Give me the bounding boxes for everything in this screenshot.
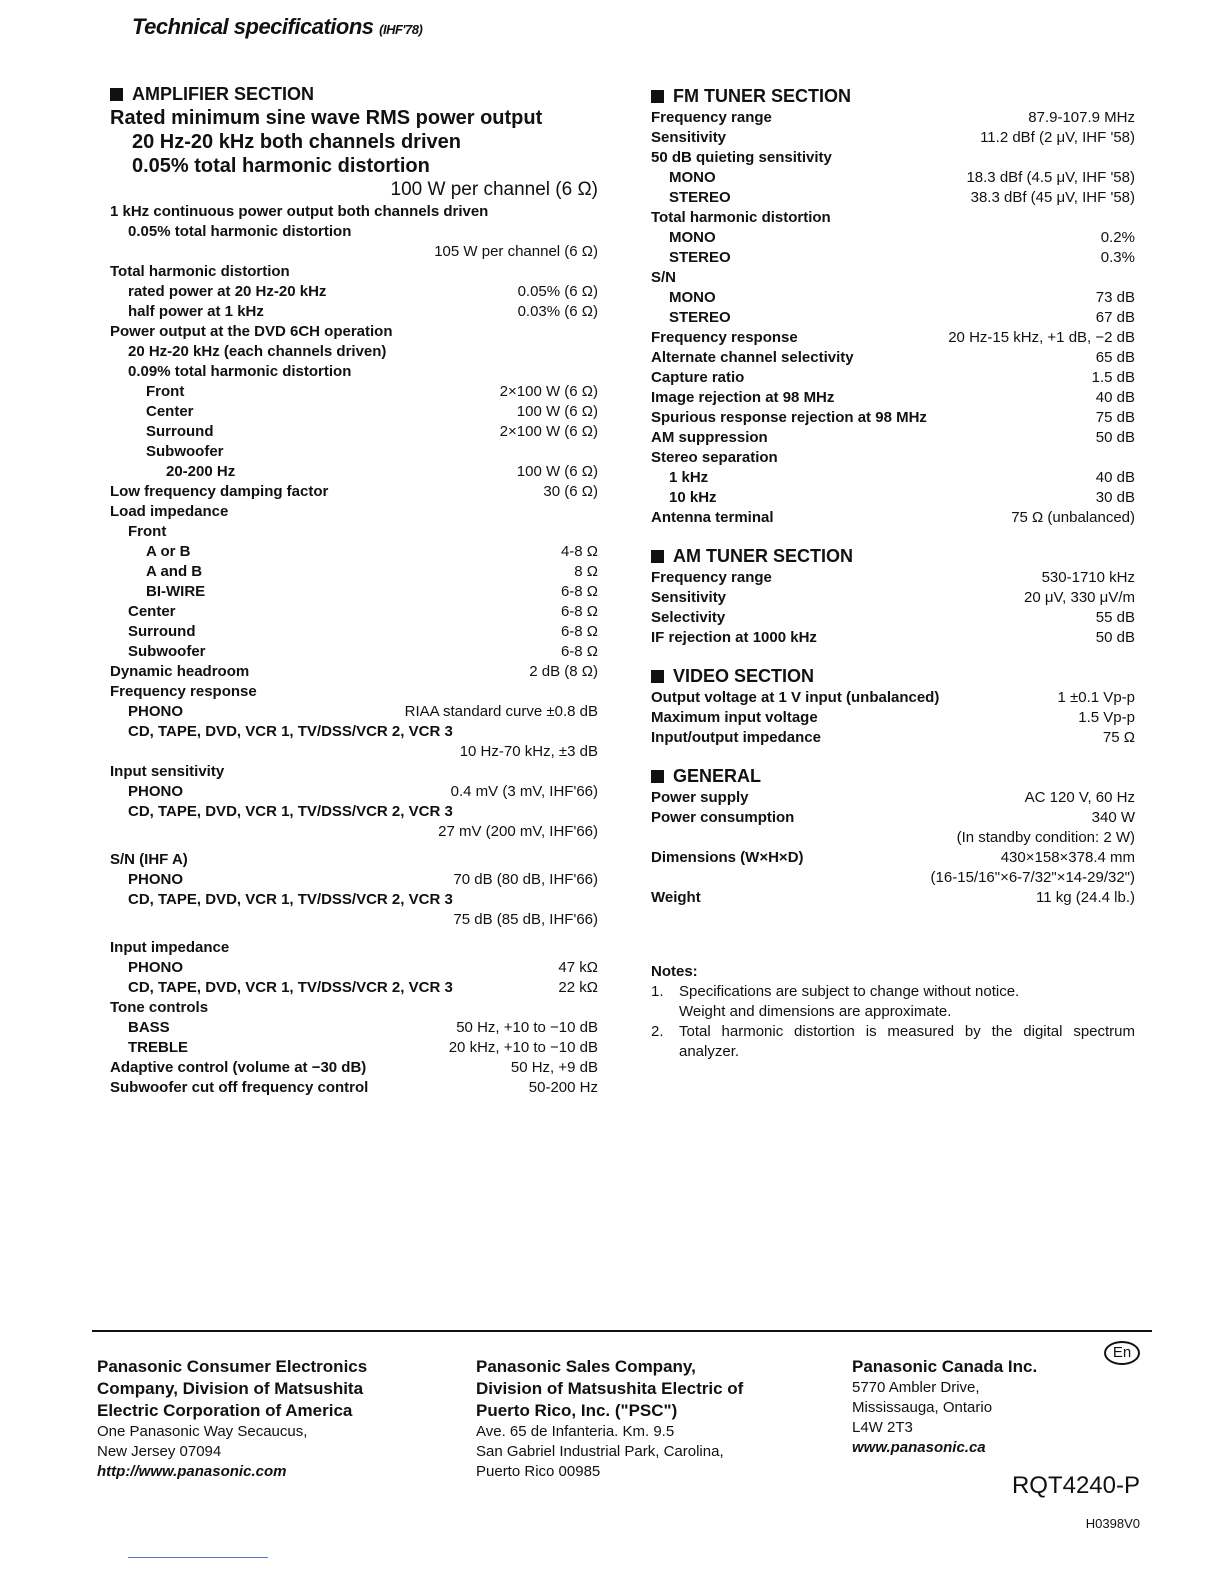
spec-label: 1 kHz <box>669 469 709 486</box>
spec-value: 55 dB <box>1095 609 1135 626</box>
spec-label: STEREO <box>669 309 731 326</box>
spec-value: 11.2 dBf (2 μV, IHF '58) <box>980 129 1135 146</box>
spec-label: CD, TAPE, DVD, VCR 1, TV/DSS/VCR 2, VCR 3 <box>128 891 453 908</box>
spec-value: 27 mV (200 mV, IHF'66) <box>438 823 598 840</box>
spec-row <box>651 448 1135 468</box>
spec-label: 0.05% total harmonic distortion <box>128 223 352 240</box>
spec-value: 50-200 Hz <box>528 1079 598 1096</box>
spec-row <box>651 848 1135 868</box>
page-title <box>132 14 422 40</box>
spec-label: Center <box>146 403 194 420</box>
spec-label: Dimensions (W×H×D) <box>651 849 804 866</box>
spec-label: Frequency response <box>651 329 798 346</box>
spec-label: Input sensitivity <box>110 763 225 780</box>
spec-value: 75 Ω <box>1102 729 1135 746</box>
footer-usa <box>97 1356 367 1482</box>
model-number: RQT4240-P <box>1011 1472 1140 1499</box>
spec-value: 30 dB <box>1095 489 1135 506</box>
spec-row <box>110 742 598 762</box>
spec-row <box>110 302 598 322</box>
spec-row <box>110 502 598 522</box>
bullet-square-icon <box>651 90 664 103</box>
spec-label: A or B <box>146 543 191 560</box>
spec-value: 340 W <box>1091 809 1135 826</box>
address-line: Puerto Rico 00985 <box>476 1463 601 1480</box>
company-name: Panasonic Consumer Electronics <box>97 1357 368 1376</box>
footer-canada <box>852 1356 1037 1458</box>
spec-label: Front <box>146 383 185 400</box>
spec-row <box>110 282 598 302</box>
spec-label: Stereo separation <box>651 449 778 466</box>
spec-label: Subwoofer <box>128 643 206 660</box>
fm-spec-list <box>651 108 1135 528</box>
spec-value: 4-8 Ω <box>560 543 598 560</box>
general-spec-list <box>651 788 1135 908</box>
general-heading: GENERAL <box>651 764 1135 788</box>
spec-row <box>110 782 598 802</box>
spec-value: 50 Hz, +10 to −10 dB <box>456 1019 598 1036</box>
spec-label: Output voltage at 1 V input (unbalanced) <box>651 689 940 706</box>
spec-label: Center <box>128 603 176 620</box>
spec-label: Antenna terminal <box>651 509 774 526</box>
spec-row <box>110 602 598 622</box>
spec-row <box>110 342 598 362</box>
spec-row <box>651 188 1135 208</box>
spec-row <box>110 910 598 930</box>
note-item <box>651 982 1135 1002</box>
spec-row <box>651 868 1135 888</box>
spec-label: IF rejection at 1000 kHz <box>651 629 817 646</box>
spec-label: Selectivity <box>651 609 726 626</box>
spec-row <box>110 762 598 782</box>
spec-row <box>651 408 1135 428</box>
spec-row <box>110 1018 598 1038</box>
spec-label: TREBLE <box>128 1039 188 1056</box>
spec-row <box>651 608 1135 628</box>
spec-value: 0.4 mV (3 mV, IHF'66) <box>450 783 598 800</box>
rated-value: 100 W per channel (6 Ω) <box>390 179 598 200</box>
spec-row <box>651 788 1135 808</box>
amplifier-spec-list <box>110 202 598 1098</box>
spec-row <box>651 588 1135 608</box>
spec-label: Image rejection at 98 MHz <box>651 389 835 406</box>
spec-label: BI-WIRE <box>146 583 206 600</box>
company-name: Puerto Rico, Inc. ("PSC") <box>476 1401 678 1420</box>
rated-line: 20 Hz-20 kHz both channels driven <box>132 131 461 153</box>
spec-value: 0.05% (6 Ω) <box>517 283 598 300</box>
amplifier-column <box>110 82 598 1098</box>
website-link[interactable]: www.panasonic.ca <box>852 1439 986 1456</box>
spec-value: 530-1710 kHz <box>1041 569 1135 586</box>
note-item <box>651 1002 1135 1022</box>
spec-row <box>110 382 598 402</box>
spec-label: S/N (IHF A) <box>110 851 188 868</box>
bullet-square-icon <box>651 770 664 783</box>
spec-label: rated power at 20 Hz-20 kHz <box>128 283 327 300</box>
spec-label: Subwoofer cut off frequency control <box>110 1079 369 1096</box>
address-line: San Gabriel Industrial Park, Carolina, <box>476 1443 724 1460</box>
spec-value: (16-15/16"×6-7/32"×14-29/32") <box>930 869 1135 886</box>
spec-label: Total harmonic distortion <box>110 263 290 280</box>
spec-value: 22 kΩ <box>558 979 598 996</box>
spec-value: 100 W (6 Ω) <box>516 463 598 480</box>
note-text: Total harmonic distortion is measured by the digital spectrum analyzer. <box>679 1023 1135 1060</box>
spec-row <box>110 362 598 382</box>
spec-label: CD, TAPE, DVD, VCR 1, TV/DSS/VCR 2, VCR 3 <box>128 803 453 820</box>
spec-label: 10 kHz <box>669 489 717 506</box>
spec-value: (In standby condition: 2 W) <box>956 829 1135 846</box>
spec-row <box>651 168 1135 188</box>
note-number: 1. <box>651 983 664 1000</box>
spec-value: AC 120 V, 60 Hz <box>1024 789 1135 806</box>
spec-label: PHONO <box>128 783 184 800</box>
bullet-square-icon <box>110 88 123 101</box>
am-spec-list <box>651 568 1135 648</box>
company-name: Panasonic Sales Company, <box>476 1357 696 1376</box>
spec-label: half power at 1 kHz <box>128 303 264 320</box>
company-name: Company, Division of Matsushita <box>97 1379 364 1398</box>
spec-value: 20 μV, 330 μV/m <box>1024 589 1135 606</box>
spec-row <box>651 308 1135 328</box>
company-name: Division of Matsushita Electric of <box>476 1379 744 1398</box>
spec-row <box>651 288 1135 308</box>
spec-label: 0.09% total harmonic distortion <box>128 363 352 380</box>
spec-value: 6-8 Ω <box>560 643 598 660</box>
am-heading: AM TUNER SECTION <box>651 544 1135 568</box>
spec-row <box>110 202 598 222</box>
spec-row <box>651 508 1135 528</box>
spec-label: Frequency range <box>651 109 772 126</box>
spec-row <box>110 482 598 502</box>
spec-label: 1 kHz continuous power output both channels driven <box>110 203 489 220</box>
spec-label: Total harmonic distortion <box>651 209 831 226</box>
spec-value: 65 dB <box>1095 349 1135 366</box>
bullet-square-icon <box>651 670 664 683</box>
spec-row <box>651 728 1135 748</box>
note-number: 2. <box>651 1023 664 1040</box>
spec-value: 75 Ω (unbalanced) <box>1011 509 1135 526</box>
company-name: Panasonic Canada Inc. <box>852 1357 1038 1376</box>
spec-label: STEREO <box>669 249 731 266</box>
spec-row <box>651 628 1135 648</box>
spec-row <box>651 888 1135 908</box>
spec-row <box>651 128 1135 148</box>
spec-row <box>651 368 1135 388</box>
footer-divider <box>92 1330 1152 1332</box>
print-code: H0398V0 <box>1085 1516 1140 1531</box>
spec-label: AM suppression <box>651 429 768 446</box>
spec-value: 38.3 dBf (45 μV, IHF '58) <box>970 189 1135 206</box>
spec-row <box>110 582 598 602</box>
spec-row <box>110 890 598 910</box>
spec-label: A and B <box>146 563 203 580</box>
spec-label: Power consumption <box>651 809 795 826</box>
spec-value: 0.2% <box>1100 229 1135 246</box>
spec-value: 40 dB <box>1095 469 1135 486</box>
spec-value: 50 dB <box>1095 629 1135 646</box>
spec-value: 75 dB <box>1095 409 1135 426</box>
spec-row <box>110 870 598 890</box>
spec-row <box>110 822 598 842</box>
spec-label: Surround <box>146 423 214 440</box>
spec-row <box>110 802 598 822</box>
spec-label: S/N <box>651 269 677 286</box>
spec-row <box>110 462 598 482</box>
spec-value: 6-8 Ω <box>560 603 598 620</box>
spec-label: Frequency range <box>651 569 772 586</box>
spec-value: 2 dB (8 Ω) <box>529 663 598 680</box>
spec-value: 18.3 dBf (4.5 μV, IHF '58) <box>966 169 1135 186</box>
spec-row <box>110 542 598 562</box>
spec-value: 2×100 W (6 Ω) <box>499 423 598 440</box>
spec-value: 67 dB <box>1095 309 1135 326</box>
spec-label: Surround <box>128 623 196 640</box>
spec-row <box>651 428 1135 448</box>
address-line: One Panasonic Way Secaucus, <box>97 1423 308 1440</box>
spec-row <box>651 568 1135 588</box>
video-spec-list <box>651 688 1135 748</box>
spec-row <box>110 958 598 978</box>
spec-label: Tone controls <box>110 999 209 1016</box>
spec-value: 6-8 Ω <box>560 583 598 600</box>
address-line: L4W 2T3 <box>852 1419 913 1436</box>
spec-label: Power output at the DVD 6CH operation <box>110 323 393 340</box>
spec-value: 11 kg (24.4 lb.) <box>1036 889 1135 906</box>
spec-label: STEREO <box>669 189 731 206</box>
title-standard: (IHF'78) <box>379 22 423 37</box>
spec-row <box>651 468 1135 488</box>
spec-value: 1 ±0.1 Vp-p <box>1057 689 1135 706</box>
spec-label: CD, TAPE, DVD, VCR 1, TV/DSS/VCR 2, VCR 3 <box>128 979 453 996</box>
spec-row <box>110 702 598 722</box>
rated-line: 0.05% total harmonic distortion <box>132 155 430 177</box>
company-name: Electric Corporation of America <box>97 1401 353 1420</box>
spec-label: PHONO <box>128 703 184 720</box>
spec-row <box>110 422 598 442</box>
spec-label: MONO <box>669 169 716 186</box>
spec-label: Power supply <box>651 789 749 806</box>
notes-list <box>651 982 1135 1062</box>
spec-label: PHONO <box>128 871 184 888</box>
spec-value: RIAA standard curve ±0.8 dB <box>404 703 598 720</box>
spec-label: PHONO <box>128 959 184 976</box>
spec-row <box>110 442 598 462</box>
spec-value: 30 (6 Ω) <box>543 483 598 500</box>
bullet-square-icon <box>651 550 664 563</box>
amplifier-heading: AMPLIFIER SECTION <box>110 82 598 106</box>
spec-row <box>110 622 598 642</box>
spec-label: Alternate channel selectivity <box>651 349 854 366</box>
spec-row <box>651 708 1135 728</box>
spec-row <box>110 722 598 742</box>
spec-value: 1.5 Vp-p <box>1078 709 1135 726</box>
spec-label: BASS <box>128 1019 170 1036</box>
website-link[interactable]: http://www.panasonic.com <box>97 1463 287 1480</box>
spec-label: 50 dB quieting sensitivity <box>651 149 832 166</box>
spec-value: 73 dB <box>1095 289 1135 306</box>
spec-label: Weight <box>651 889 701 906</box>
spec-value: 8 Ω <box>574 563 598 580</box>
spec-value: 20 Hz-15 kHz, +1 dB, −2 dB <box>948 329 1135 346</box>
spec-row <box>110 1038 598 1058</box>
spec-value: 6-8 Ω <box>560 623 598 640</box>
note-text: Specifications are subject to change without notice. <box>679 983 1020 1000</box>
spec-label: Adaptive control (volume at −30 dB) <box>110 1059 367 1076</box>
address-line: 5770 Ambler Drive, <box>852 1379 980 1396</box>
spec-value: 10 Hz-70 kHz, ±3 dB <box>459 743 598 760</box>
spec-label: Maximum input voltage <box>651 709 818 726</box>
note-number <box>651 1002 679 1022</box>
spec-label: Capture ratio <box>651 369 745 386</box>
spec-value: 105 W per channel (6 Ω) <box>434 243 598 260</box>
spec-value: 70 dB (80 dB, IHF'66) <box>453 871 598 888</box>
spec-label: MONO <box>669 289 716 306</box>
note-item <box>651 1022 1135 1062</box>
spec-row <box>110 998 598 1018</box>
address-line: Ave. 65 de Infanteria. Km. 9.5 <box>476 1423 675 1440</box>
spec-row <box>651 148 1135 168</box>
spec-row <box>651 388 1135 408</box>
spec-row <box>110 662 598 682</box>
spec-row <box>651 688 1135 708</box>
spec-row <box>651 488 1135 508</box>
spec-label: Spurious response rejection at 98 MHz <box>651 409 927 426</box>
spec-value: 430×158×378.4 mm <box>1000 849 1135 866</box>
spec-row <box>110 642 598 662</box>
spec-label: 20-200 Hz <box>166 463 236 480</box>
spec-row <box>110 850 598 870</box>
rated-line: Rated minimum sine wave RMS power output <box>110 107 543 129</box>
spec-value: 100 W (6 Ω) <box>516 403 598 420</box>
spec-value: 87.9-107.9 MHz <box>1028 109 1135 126</box>
spec-row <box>110 682 598 702</box>
spec-row <box>110 322 598 342</box>
note-text: Weight and dimensions are approximate. <box>679 1003 952 1020</box>
spec-value: 47 kΩ <box>558 959 598 976</box>
spec-row <box>110 222 598 242</box>
spec-value: 1.5 dB <box>1091 369 1135 386</box>
spec-label: Dynamic headroom <box>110 663 250 680</box>
spec-row <box>651 208 1135 228</box>
spec-row <box>651 108 1135 128</box>
spec-row <box>651 828 1135 848</box>
spec-row <box>110 1078 598 1098</box>
spec-label: Sensitivity <box>651 129 727 146</box>
video-heading: VIDEO SECTION <box>651 664 1135 688</box>
spec-row <box>110 938 598 958</box>
spec-row <box>110 562 598 582</box>
spec-row <box>651 348 1135 368</box>
spec-row <box>110 262 598 282</box>
spec-row <box>110 1058 598 1078</box>
spec-value: 40 dB <box>1095 389 1135 406</box>
spec-label: Sensitivity <box>651 589 727 606</box>
address-line: New Jersey 07094 <box>97 1443 222 1460</box>
notes-heading: Notes: <box>651 963 698 980</box>
spec-label: CD, TAPE, DVD, VCR 1, TV/DSS/VCR 2, VCR 3 <box>128 723 453 740</box>
spec-value: 75 dB (85 dB, IHF'66) <box>453 911 598 928</box>
spec-row <box>651 228 1135 248</box>
spec-label: 20 Hz-20 kHz (each channels driven) <box>128 343 387 360</box>
spec-value: 50 dB <box>1095 429 1135 446</box>
spec-value: 0.03% (6 Ω) <box>517 303 598 320</box>
spec-row <box>651 268 1135 288</box>
spec-row <box>651 248 1135 268</box>
spec-value: 0.3% <box>1100 249 1135 266</box>
address-line: Mississauga, Ontario <box>852 1399 993 1416</box>
spec-value: 50 Hz, +9 dB <box>510 1059 598 1076</box>
spec-value: 20 kHz, +10 to −10 dB <box>448 1039 598 1056</box>
spec-label: Input/output impedance <box>651 729 821 746</box>
spec-row <box>651 328 1135 348</box>
spec-label: Subwoofer <box>146 443 224 460</box>
spec-row <box>110 978 598 998</box>
spec-label: Frequency response <box>110 683 257 700</box>
spec-row <box>110 402 598 422</box>
decorative-line <box>128 1557 268 1558</box>
language-badge-icon: En <box>1104 1341 1140 1365</box>
fm-heading: FM TUNER SECTION <box>651 84 1135 108</box>
tuner-column <box>651 84 1135 1062</box>
spec-row <box>110 522 598 542</box>
spec-row <box>651 808 1135 828</box>
footer-puerto-rico <box>476 1356 743 1482</box>
title-main: Technical specifications <box>132 14 374 39</box>
spec-label: Low frequency damping factor <box>110 483 329 500</box>
spec-row <box>110 242 598 262</box>
spec-value: 2×100 W (6 Ω) <box>499 383 598 400</box>
spec-label: Load impedance <box>110 503 229 520</box>
spec-label: MONO <box>669 229 716 246</box>
spec-label: Input impedance <box>110 939 230 956</box>
spec-label: Front <box>128 523 167 540</box>
